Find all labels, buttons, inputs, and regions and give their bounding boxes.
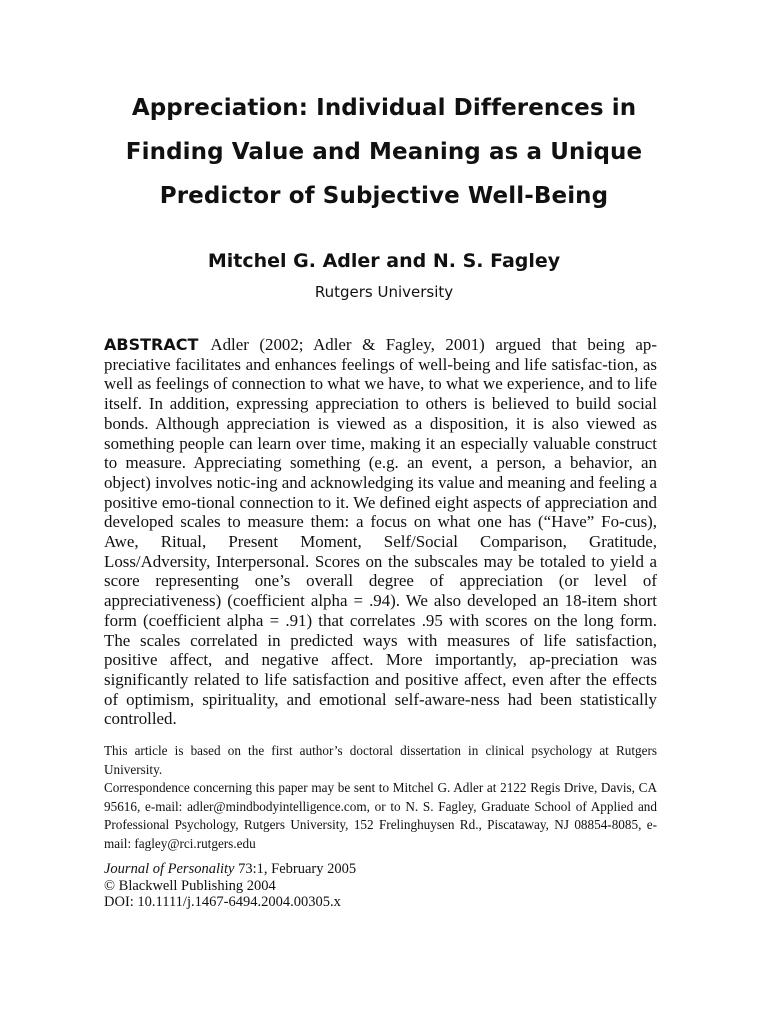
author-notes bbox=[104, 742, 657, 854]
title-line-1: Appreciation: Individual Differences in bbox=[131, 95, 637, 121]
abstract bbox=[104, 335, 657, 729]
correspondence-note: Correspondence concerning this paper may be sent to Mitchel G. Adler at 2122 Regis Drive, Davis, CA 95616, e-mail: adler@mindbodyintelligence.com, or to N. S. Fagley, Graduate School of Applied and Professional Psychology, Rutgers University, 152 Frelinghuysen Rd., Piscataway, NJ 08854-8085, e-mail: fagley@rci.rutgers.edu bbox=[104, 780, 657, 851]
abstract-label: ABSTRACT bbox=[104, 335, 199, 354]
journal-citation bbox=[104, 861, 657, 878]
article-title bbox=[100, 86, 668, 218]
publication-info bbox=[104, 861, 657, 911]
title-line-2: Finding Value and Meaning as a Unique bbox=[125, 139, 643, 165]
copyright-line: © Blackwell Publishing 2004 bbox=[104, 877, 276, 894]
journal-issue: 73:1, February 2005 bbox=[234, 861, 357, 877]
dissertation-note: This article is based on the first author’s doctoral dissertation in clinical psychology at Rutgers University. bbox=[104, 743, 657, 777]
abstract-text: Adler (2002; Adler & Fagley, 2001) argued that being ap-preciative facilitates and enhances feelings of well-being and life satisfac-tion, as well as feelings of connection to what we have, to what we experience, and to life itself. In addition, expressing appreciation to others is believed to build social bonds. Although appreciation is viewed as a disposition, it is also viewed as something people can learn over time, making it an especially valuable construct to measure. Appreciating something (e.g. an event, a person, a behavior, an object) involves notic-ing and acknowledging its value and meaning and feeling a positive emo-tional connection to it. We defined eight aspects of appreciation and developed scales to measure them: a focus on what one has (“Have” Fo-cus), Awe, Ritual, Present Moment, Self/Social Comparison, Gratitude, Loss/Adversity, Interpersonal. Scores on the subscales may be totaled to yield a score representing one’s overall degree of appreciation (or level of appreciativeness) (coefficient alpha = .94). We also developed an 18-item short form (coefficient alpha = .91) that correlates .95 with scores on the long form. The scales correlated in predicted ways with measures of life satisfaction, positive affect, and negative affect. More importantly, ap-preciation was significantly related to life satisfaction and positive affect, even after the effects of optimism, spirituality, and emotional self-aware-ness had been statistically controlled. bbox=[104, 335, 658, 729]
author-list: Mitchel G. Adler and N. S. Fagley bbox=[207, 250, 561, 272]
title-line-3: Predictor of Subjective Well-Being bbox=[159, 183, 609, 209]
journal-name: Journal of Personality bbox=[104, 861, 235, 877]
author-affiliation: Rutgers University bbox=[314, 283, 454, 301]
doi-line: DOI: 10.1111/j.1467-6494.2004.00305.x bbox=[104, 894, 341, 910]
